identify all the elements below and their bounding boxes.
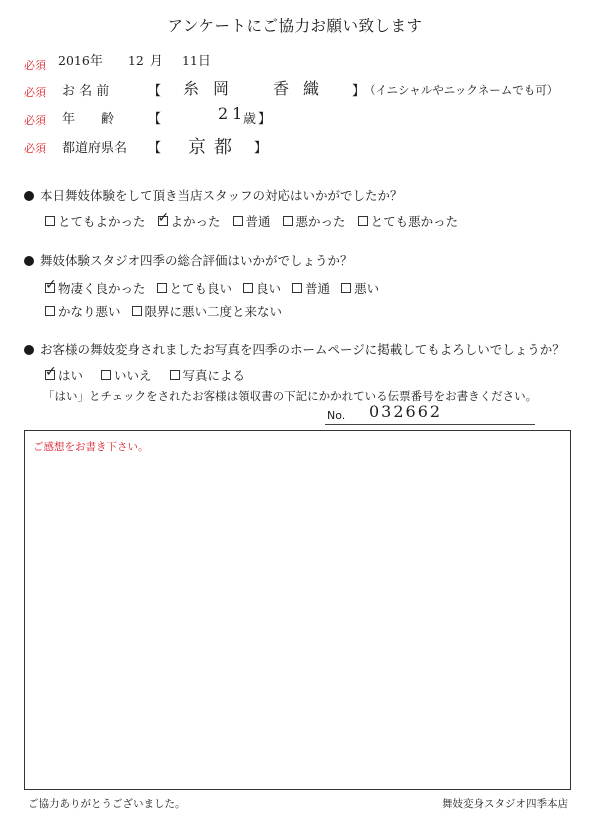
age-suffix: 歳 <box>243 112 257 127</box>
q2-option-4[interactable]: 普通 <box>292 279 330 297</box>
q2-option-6[interactable]: かなり悪い <box>45 302 121 320</box>
question-2-text: 舞妓体験スタジオ四季の総合評価はいかがでしょうか？ <box>40 253 353 268</box>
check-mark-icon: ✓ <box>157 210 170 226</box>
checkbox[interactable] <box>101 370 111 380</box>
age-label: 年 齢 <box>62 112 115 127</box>
age-bracket-open: 【 <box>148 112 162 127</box>
prefecture-label: 都道府県名 <box>62 141 128 156</box>
q2-option-2[interactable]: とても良い <box>157 279 233 297</box>
check-mark-icon: ✓ <box>45 364 57 380</box>
checkbox-checked[interactable] <box>45 277 57 293</box>
question-1-text: 本日舞妓体験をして頂き当店スタッフの対応はいかがでしたか？ <box>40 188 403 203</box>
question-2-options-row-2 <box>45 302 282 320</box>
age-value: 21 <box>218 104 247 123</box>
name-bracket-open: 【 <box>148 84 162 99</box>
date-field <box>58 50 211 69</box>
form-title: アンケートにご協力お願い致します <box>167 17 423 35</box>
checkbox[interactable] <box>45 216 55 226</box>
q1-option-4[interactable]: 悪かった <box>283 212 346 230</box>
checkbox[interactable] <box>243 283 253 293</box>
question-3 <box>24 340 565 358</box>
bullet-icon <box>24 345 34 355</box>
voucher-number-field[interactable] <box>325 404 535 425</box>
name-bracket-close: 】 <box>352 84 366 99</box>
question-2-options-row-1 <box>45 279 379 297</box>
age-bracket-close: 】 <box>258 112 272 127</box>
date-year-suffix: 年 <box>89 54 103 69</box>
question-2 <box>24 251 353 269</box>
voucher-number-value: 032662 <box>369 402 443 421</box>
date-day-suffix: 日 <box>197 54 211 69</box>
date-day: 11 <box>181 53 198 68</box>
checkbox-checked[interactable] <box>45 364 57 380</box>
checkbox[interactable] <box>341 283 351 293</box>
check-mark-icon: ✓ <box>45 277 57 293</box>
question-3-options <box>45 366 245 384</box>
checkbox[interactable] <box>170 370 180 380</box>
q3-option-3[interactable]: 写真による <box>170 366 246 384</box>
q1-option-5[interactable]: とても悪かった <box>358 212 459 230</box>
checkbox[interactable] <box>358 216 368 226</box>
prefecture-bracket-open: 【 <box>148 141 162 156</box>
q2-option-3[interactable]: 良い <box>243 279 281 297</box>
comment-box[interactable] <box>24 430 571 790</box>
required-tag: 必須 <box>24 59 46 72</box>
prefecture-value: 京都 <box>188 137 240 158</box>
name-value: 糸岡 香織 <box>183 79 334 98</box>
footer-shop-name: 舞妓変身スタジオ四季本店 <box>442 798 568 810</box>
prefecture-bracket-close: 】 <box>254 141 268 156</box>
date-year: 2016 <box>58 53 90 68</box>
question-3-text: お客様の舞妓変身されましたお写真を四季のホームページに掲載してもよろしいでしょうか？ <box>40 342 565 357</box>
question-1-options <box>45 212 458 230</box>
checkbox[interactable] <box>283 216 293 226</box>
required-tag: 必須 <box>24 142 46 155</box>
q2-option-7[interactable]: 限界に悪い二度と来ない <box>132 302 283 320</box>
voucher-number-label: No. <box>327 409 346 422</box>
q1-option-3[interactable]: 普通 <box>233 212 271 230</box>
bullet-icon <box>24 256 34 266</box>
q3-option-1[interactable]: ✓ はい <box>45 364 84 383</box>
question-3-note: 「はい」とチェックをされたお客様は領収書の下記にかかれている伝票番号をお書きください。 <box>43 389 538 403</box>
checkbox[interactable] <box>45 306 55 316</box>
name-note: （イニシャルやニックネームでも可） <box>364 83 559 97</box>
footer-thanks: ご協力ありがとうございました。 <box>28 798 186 810</box>
q2-option-1[interactable]: ✓ 物凄く良かった <box>45 277 146 296</box>
checkbox[interactable] <box>292 283 302 293</box>
q1-option-2[interactable]: ✓ よかった <box>157 210 221 229</box>
date-month-suffix: 月 <box>149 54 163 69</box>
checkbox[interactable] <box>157 283 167 293</box>
q1-option-1[interactable]: とてもよかった <box>45 212 146 230</box>
q3-option-2[interactable]: いいえ <box>101 366 152 384</box>
question-1 <box>24 186 403 204</box>
q2-option-5[interactable]: 悪い <box>341 279 379 297</box>
date-month: 12 <box>127 53 144 68</box>
bullet-icon <box>24 191 34 201</box>
required-tag: 必須 <box>24 86 46 99</box>
checkbox-checked[interactable] <box>157 210 170 226</box>
comment-label: ご感想をお書き下さい。 <box>33 441 149 453</box>
required-tag: 必須 <box>24 114 46 127</box>
name-label: お 名 前 <box>62 84 110 99</box>
checkbox[interactable] <box>233 216 243 226</box>
checkbox[interactable] <box>132 306 142 316</box>
